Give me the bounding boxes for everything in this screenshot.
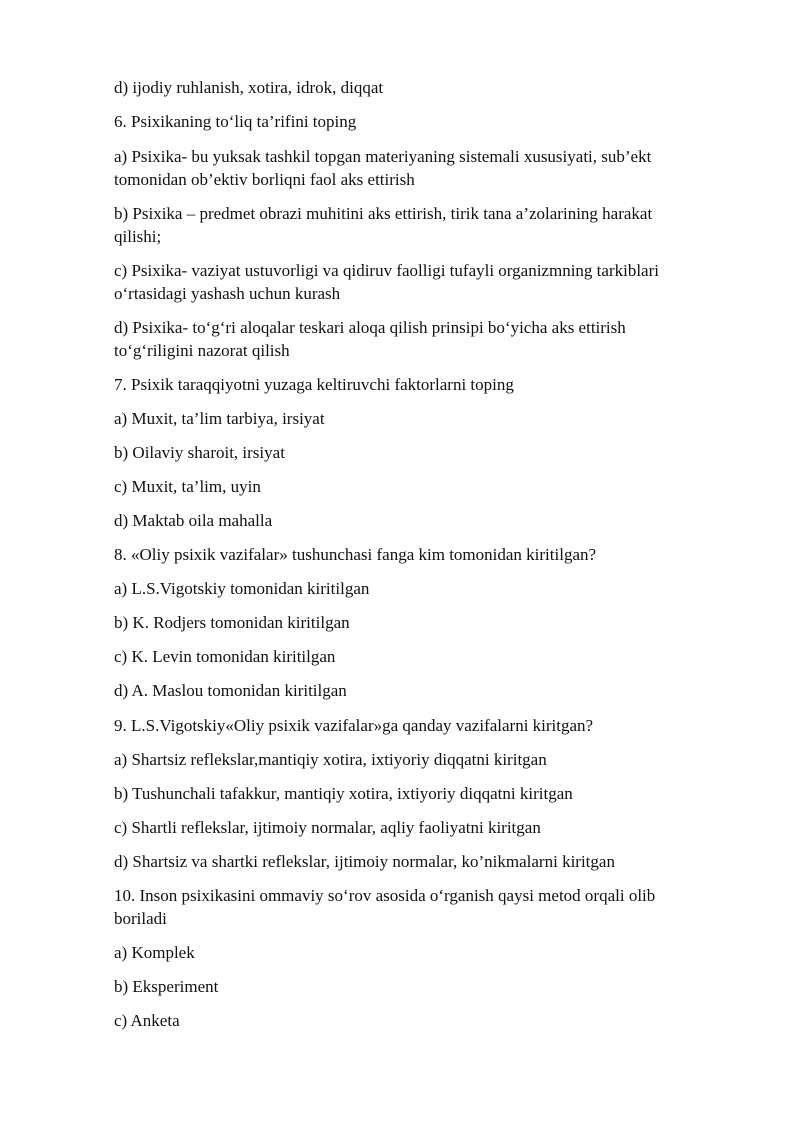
option-6a: a) Psixika- bu yuksak tashkil topgan materiyaning sistemali xususiyati, sub’ekt tomonidan ob’ektiv borliqni faol aks ettirish: [114, 147, 652, 189]
option-8d: d) A. Maslou tomonidan kiritilgan: [114, 681, 347, 700]
option-8a: a) L.S.Vigotskiy tomonidan kiritilgan: [114, 579, 370, 598]
option-9d: d) Shartsiz va shartki reflekslar, ijtimoiy normalar, ko’nikmalarni kiritgan: [114, 852, 615, 871]
option-7a: a) Muxit, ta’lim tarbiya, irsiyat: [114, 409, 325, 428]
question-10: 10. Inson psixikasini ommaviy so‘rov asosida o‘rganish qaysi metod orqali olib boriladi: [114, 886, 656, 928]
option-6c: c) Psixika- vaziyat ustuvorligi va qidiruv faolligi tufayli organizmning tarkiblari o‘rtasidagi yashash uchun kurash: [114, 261, 659, 303]
question-6: 6. Psixikaning to‘liq ta’rifini toping: [114, 112, 357, 131]
option-9b: b) Tushunchali tafakkur, mantiqiy xotira, ixtiyoriy diqqatni kiritgan: [114, 784, 573, 803]
option-10c: c) Anketa: [114, 1011, 180, 1030]
option-6d: d) Psixika- to‘g‘ri aloqalar teskari aloqa qilish prinsipi bo‘yicha aks ettirish to‘g‘riligini nazorat qilish: [114, 318, 626, 360]
option-6b: b) Psixika – predmet obrazi muhitini aks ettirish, tirik tana a’zolarining harakat qilishi;: [114, 204, 653, 246]
option-8c: c) K. Levin tomonidan kiritilgan: [114, 647, 336, 666]
option-9c: c) Shartli reflekslar, ijtimoiy normalar, aqliy faoliyatni kiritgan: [114, 818, 541, 837]
option-7c: c) Muxit, ta’lim, uyin: [114, 477, 261, 496]
option-7d: d) Maktab oila mahalla: [114, 511, 273, 530]
option-8b: b) K. Rodjers tomonidan kiritilgan: [114, 613, 350, 632]
question-7: 7. Psixik taraqqiyotni yuzaga keltiruvchi faktorlarni toping: [114, 375, 514, 394]
question-8: 8. «Oliy psixik vazifalar» tushunchasi fanga kim tomonidan kiritilgan?: [114, 545, 597, 564]
question-9: 9. L.S.Vigotskiy«Oliy psixik vazifalar»ga qanday vazifalarni kiritgan?: [114, 716, 594, 735]
option-5d: d) ijodiy ruhlanish, xotira, idrok, diqqat: [114, 78, 384, 97]
option-10a: a) Komplek: [114, 943, 195, 962]
option-9a: a) Shartsiz reflekslar,mantiqiy xotira, ixtiyoriy diqqatni kiritgan: [114, 750, 547, 769]
option-7b: b) Oilaviy sharoit, irsiyat: [114, 443, 285, 462]
option-10b: b) Eksperiment: [114, 977, 219, 996]
